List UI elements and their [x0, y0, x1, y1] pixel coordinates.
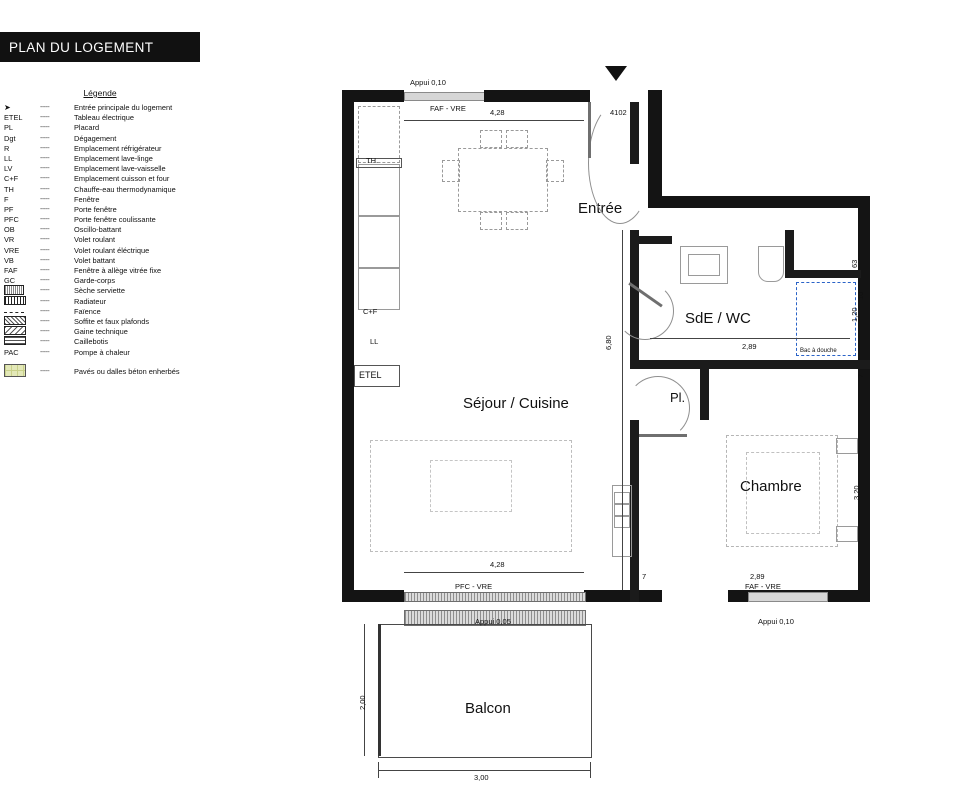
- chambre-door-swing: [626, 376, 690, 440]
- dimension-balcony-depth: 2,00: [358, 695, 367, 710]
- chair-top-2: [506, 130, 528, 148]
- legend-code: VR: [4, 235, 15, 245]
- list-item: [0, 365, 240, 379]
- dimension-sejour-bottom: 4,28: [490, 560, 505, 569]
- legend-label: Gaine technique: [74, 327, 128, 337]
- entry-door-leaf: [588, 102, 591, 158]
- list-item: [0, 215, 240, 225]
- list-item: [0, 297, 240, 307]
- opening-label-appui-top: Appui 0,10: [410, 78, 446, 87]
- list-item: [0, 144, 240, 154]
- legend-label: Oscillo-battant: [74, 225, 122, 235]
- legend-dash: -----: [40, 236, 50, 244]
- wall-left-exterior: [342, 90, 354, 602]
- room-label-placard: Pl.: [670, 390, 686, 405]
- dimension-chambre-320: 3,20: [852, 485, 861, 500]
- dimension-chambre-289: 2,89: [750, 572, 765, 581]
- legend-code: Dgt: [4, 133, 16, 143]
- dimline-balcony-left: [364, 624, 365, 756]
- legend-code: R: [4, 143, 10, 153]
- dimension-sejour-bottom-7: 7: [642, 572, 647, 581]
- legend-dash: -----: [40, 134, 50, 142]
- list-item: [0, 185, 240, 195]
- legend-dash: -----: [40, 348, 50, 356]
- legend-heading: Légende: [83, 88, 117, 98]
- shower-tray: [796, 282, 856, 356]
- decking-icon: [4, 336, 26, 345]
- legend-dash: -----: [40, 287, 50, 295]
- legend-dash: -----: [40, 277, 50, 285]
- legend-label: Fenêtre: [74, 194, 100, 204]
- legend-dash: -----: [40, 175, 50, 183]
- tiling-line-icon: [4, 312, 24, 314]
- kitchen-unit-cooking: [358, 216, 400, 268]
- room-label-entree: Entrée: [578, 200, 623, 217]
- legend-code: LV: [4, 164, 13, 174]
- legend-label: Dégagement: [74, 133, 117, 143]
- dimtick-balcony-right: [590, 762, 591, 778]
- kitchen-unit-sink: [358, 164, 400, 216]
- floor-plan: [330, 60, 930, 780]
- legend-dash: -----: [40, 154, 50, 162]
- legend-label: Volet roulant: [74, 235, 116, 245]
- room-label-balcon: Balcon: [465, 700, 511, 717]
- chair-top-1: [480, 130, 502, 148]
- list-item: [0, 195, 240, 205]
- dimtick-balcony-left: [378, 762, 379, 778]
- legend-code: PFC: [4, 215, 19, 225]
- dimline-balcony-bottom: [378, 770, 590, 771]
- dimension-top-right: 4102: [610, 108, 627, 117]
- label-ll: LL: [370, 337, 379, 346]
- legend-label: Pavés ou dalles béton enherbés: [74, 366, 180, 376]
- list-item: [0, 235, 240, 245]
- dimline-vertical-sejour: [622, 230, 623, 590]
- legend-dash: -----: [40, 307, 50, 315]
- dimension-sde-width: 2,89: [742, 342, 757, 351]
- legend-panel: [0, 88, 240, 379]
- dimension-balcony-width: 3,00: [474, 773, 489, 782]
- dimline-sde: [650, 338, 850, 339]
- legend-label: Entrée principale du logement: [74, 103, 173, 112]
- list-item: [0, 164, 240, 174]
- chair-bottom-2: [506, 212, 528, 230]
- legend-dash: -----: [40, 195, 50, 203]
- counter-edge: [356, 158, 402, 168]
- legend-dash: -----: [40, 124, 50, 132]
- legend-code: VRE: [4, 245, 20, 255]
- legend-code: C+F: [4, 174, 19, 184]
- legend-dash: -----: [40, 226, 50, 234]
- legend-dash: -----: [40, 165, 50, 173]
- legend-label: Radiateur: [74, 296, 107, 306]
- wall-sde-shower-top: [785, 270, 861, 278]
- nightstand-right: [836, 438, 858, 454]
- dimension-sde-7: 7: [856, 373, 865, 378]
- legend-code: PL: [4, 123, 14, 133]
- opening-label-faf-vre-top: FAF - VRE: [430, 104, 466, 113]
- legend-code: PF: [4, 204, 14, 214]
- wc-toilet: [758, 246, 784, 282]
- legend-code: GC: [4, 276, 16, 286]
- dimension-sejour-height: 6,80: [604, 335, 613, 350]
- legend-label: Placard: [74, 123, 100, 133]
- list-item: [0, 225, 240, 235]
- washbasin: [688, 254, 720, 276]
- legend-dash: -----: [40, 367, 50, 375]
- dimline-bottom-sejour: [404, 572, 584, 573]
- sliding-door-bottom-sejour: [404, 592, 586, 602]
- legend-label: Emplacement cuisson et four: [74, 174, 170, 184]
- window-top-sejour: [404, 92, 486, 101]
- wall-sde-top: [630, 236, 672, 244]
- grass-paver-icon: [4, 364, 26, 377]
- dimension-sde-63: 63: [850, 259, 859, 268]
- label-c-plus-f: C+F: [363, 307, 378, 316]
- label-bac-a-douche: Bac à douche: [800, 348, 837, 354]
- opening-label-appui-bottom-right: Appui 0,10: [758, 617, 794, 626]
- list-item: [0, 348, 240, 358]
- legend-label: Volet battant: [74, 255, 116, 265]
- legend-label: Sèche serviette: [74, 286, 125, 296]
- legend-label: Emplacement lave-vaisselle: [74, 164, 166, 174]
- balcony-slab: [378, 624, 592, 758]
- legend-label: Soffite et faux plafonds: [74, 316, 150, 326]
- legend-dash: -----: [40, 317, 50, 325]
- wall-bottom-mid: [584, 590, 662, 602]
- legend-dash: -----: [40, 338, 50, 346]
- opening-label-faf-vre-bottom: FAF - VRE: [745, 582, 781, 591]
- legend-symbol: [0, 364, 40, 380]
- legend-code: FAF: [4, 266, 18, 275]
- radiator-icon: [4, 296, 26, 305]
- legend-label: Faïence: [74, 306, 101, 316]
- legend-code: PAC: [4, 347, 19, 357]
- list-item: [0, 256, 240, 266]
- legend-code: F: [4, 194, 9, 204]
- legend-dash: -----: [40, 185, 50, 193]
- coffee-table: [430, 460, 512, 512]
- dimension-sde-right-120: 1,20: [850, 307, 859, 322]
- bed: [746, 452, 820, 534]
- legend-dash: -----: [40, 267, 50, 274]
- list-item: [0, 266, 240, 276]
- legend-label: Garde-corps: [74, 276, 116, 286]
- dining-table: [458, 148, 548, 212]
- list-item: [0, 134, 240, 144]
- list-item: [0, 123, 240, 133]
- wall-placard: [700, 360, 709, 420]
- list-item: [0, 103, 240, 113]
- wall-top-mid: [484, 90, 584, 102]
- label-th: TH.: [366, 156, 379, 165]
- kitchen-unit-top: [358, 106, 400, 163]
- sde-door-swing: [616, 282, 674, 340]
- dimension-top-sejour: 4,28: [490, 108, 505, 117]
- entry-arrow-icon: ➤: [4, 103, 11, 112]
- legend-label: Pompe à chaleur: [74, 347, 130, 357]
- legend-label: Volet roulant éléctrique: [74, 245, 150, 255]
- legend-symbol: [0, 103, 40, 113]
- list-item: [0, 174, 240, 184]
- legend-dash: -----: [40, 328, 50, 336]
- plan-title-banner: [0, 32, 200, 62]
- label-etel: ETEL: [359, 370, 382, 380]
- legend-code: ETEL: [4, 113, 23, 123]
- dimline-top-sejour: [404, 120, 584, 121]
- wall-sde-bottom: [630, 360, 870, 369]
- opening-label-appui-balcony: Appui 0,05: [475, 617, 511, 626]
- wall-right-exterior: [858, 196, 870, 596]
- chair-left-1: [442, 160, 460, 182]
- legend-dash: -----: [40, 104, 50, 111]
- legend-dash: -----: [40, 114, 50, 122]
- list-item: [0, 246, 240, 256]
- chambre-door-leaf: [639, 434, 687, 437]
- legend-label: Emplacement lave-linge: [74, 153, 153, 163]
- wall-top-entry-edge: [584, 90, 590, 102]
- page-title: PLAN DU LOGEMENT: [9, 39, 154, 55]
- legend-code: LL: [4, 153, 13, 163]
- room-label-chambre: Chambre: [740, 478, 802, 495]
- window-bottom-chambre: [748, 592, 828, 602]
- balcony-left-edge: [378, 624, 381, 756]
- legend-label: Fenêtre à allège vitrée fixe: [74, 266, 162, 275]
- legend-code: OB: [4, 225, 15, 235]
- north-arrow-icon: [605, 66, 627, 81]
- legend-code: TH: [4, 184, 14, 194]
- list-item: [0, 337, 240, 347]
- legend-label: Porte fenêtre: [74, 204, 117, 214]
- legend-dash: -----: [40, 144, 50, 152]
- legend-code: VB: [4, 255, 14, 265]
- entry-door-swing: [588, 102, 652, 224]
- legend-dash: -----: [40, 216, 50, 224]
- dimension-sde-10: 10: [856, 291, 865, 300]
- legend-label: Chauffe-eau thermodynamique: [74, 184, 176, 194]
- legend-dash: -----: [40, 205, 50, 213]
- chair-bottom-1: [480, 212, 502, 230]
- towel-dryer-icon: [4, 285, 24, 295]
- legend-label: Emplacement réfrigérateur: [74, 143, 162, 153]
- room-label-sejour-cuisine: Séjour / Cuisine: [463, 395, 569, 412]
- legend-label: Caillebotis: [74, 337, 109, 347]
- legend-dash: -----: [40, 246, 50, 254]
- wall-bottom-left: [342, 590, 404, 602]
- legend-dash: -----: [40, 297, 50, 305]
- list-item: [0, 113, 240, 123]
- legend-dash: -----: [40, 256, 50, 264]
- kitchen-unit-ll: [358, 268, 400, 310]
- technical-duct-icon: [4, 326, 26, 335]
- opening-label-pfc-vre: PFC - VRE: [455, 582, 493, 591]
- list-item: [0, 205, 240, 215]
- legend-label: Tableau électrique: [74, 113, 134, 123]
- legend-label: Porte fenêtre coulissante: [74, 215, 156, 225]
- nightstand-right-2: [836, 526, 858, 542]
- list-item: [0, 154, 240, 164]
- wall-right-jog-horizontal: [648, 196, 870, 208]
- soffit-hatch-icon: [4, 316, 26, 325]
- room-label-sde-wc: SdE / WC: [685, 310, 751, 327]
- chair-right-1: [546, 160, 564, 182]
